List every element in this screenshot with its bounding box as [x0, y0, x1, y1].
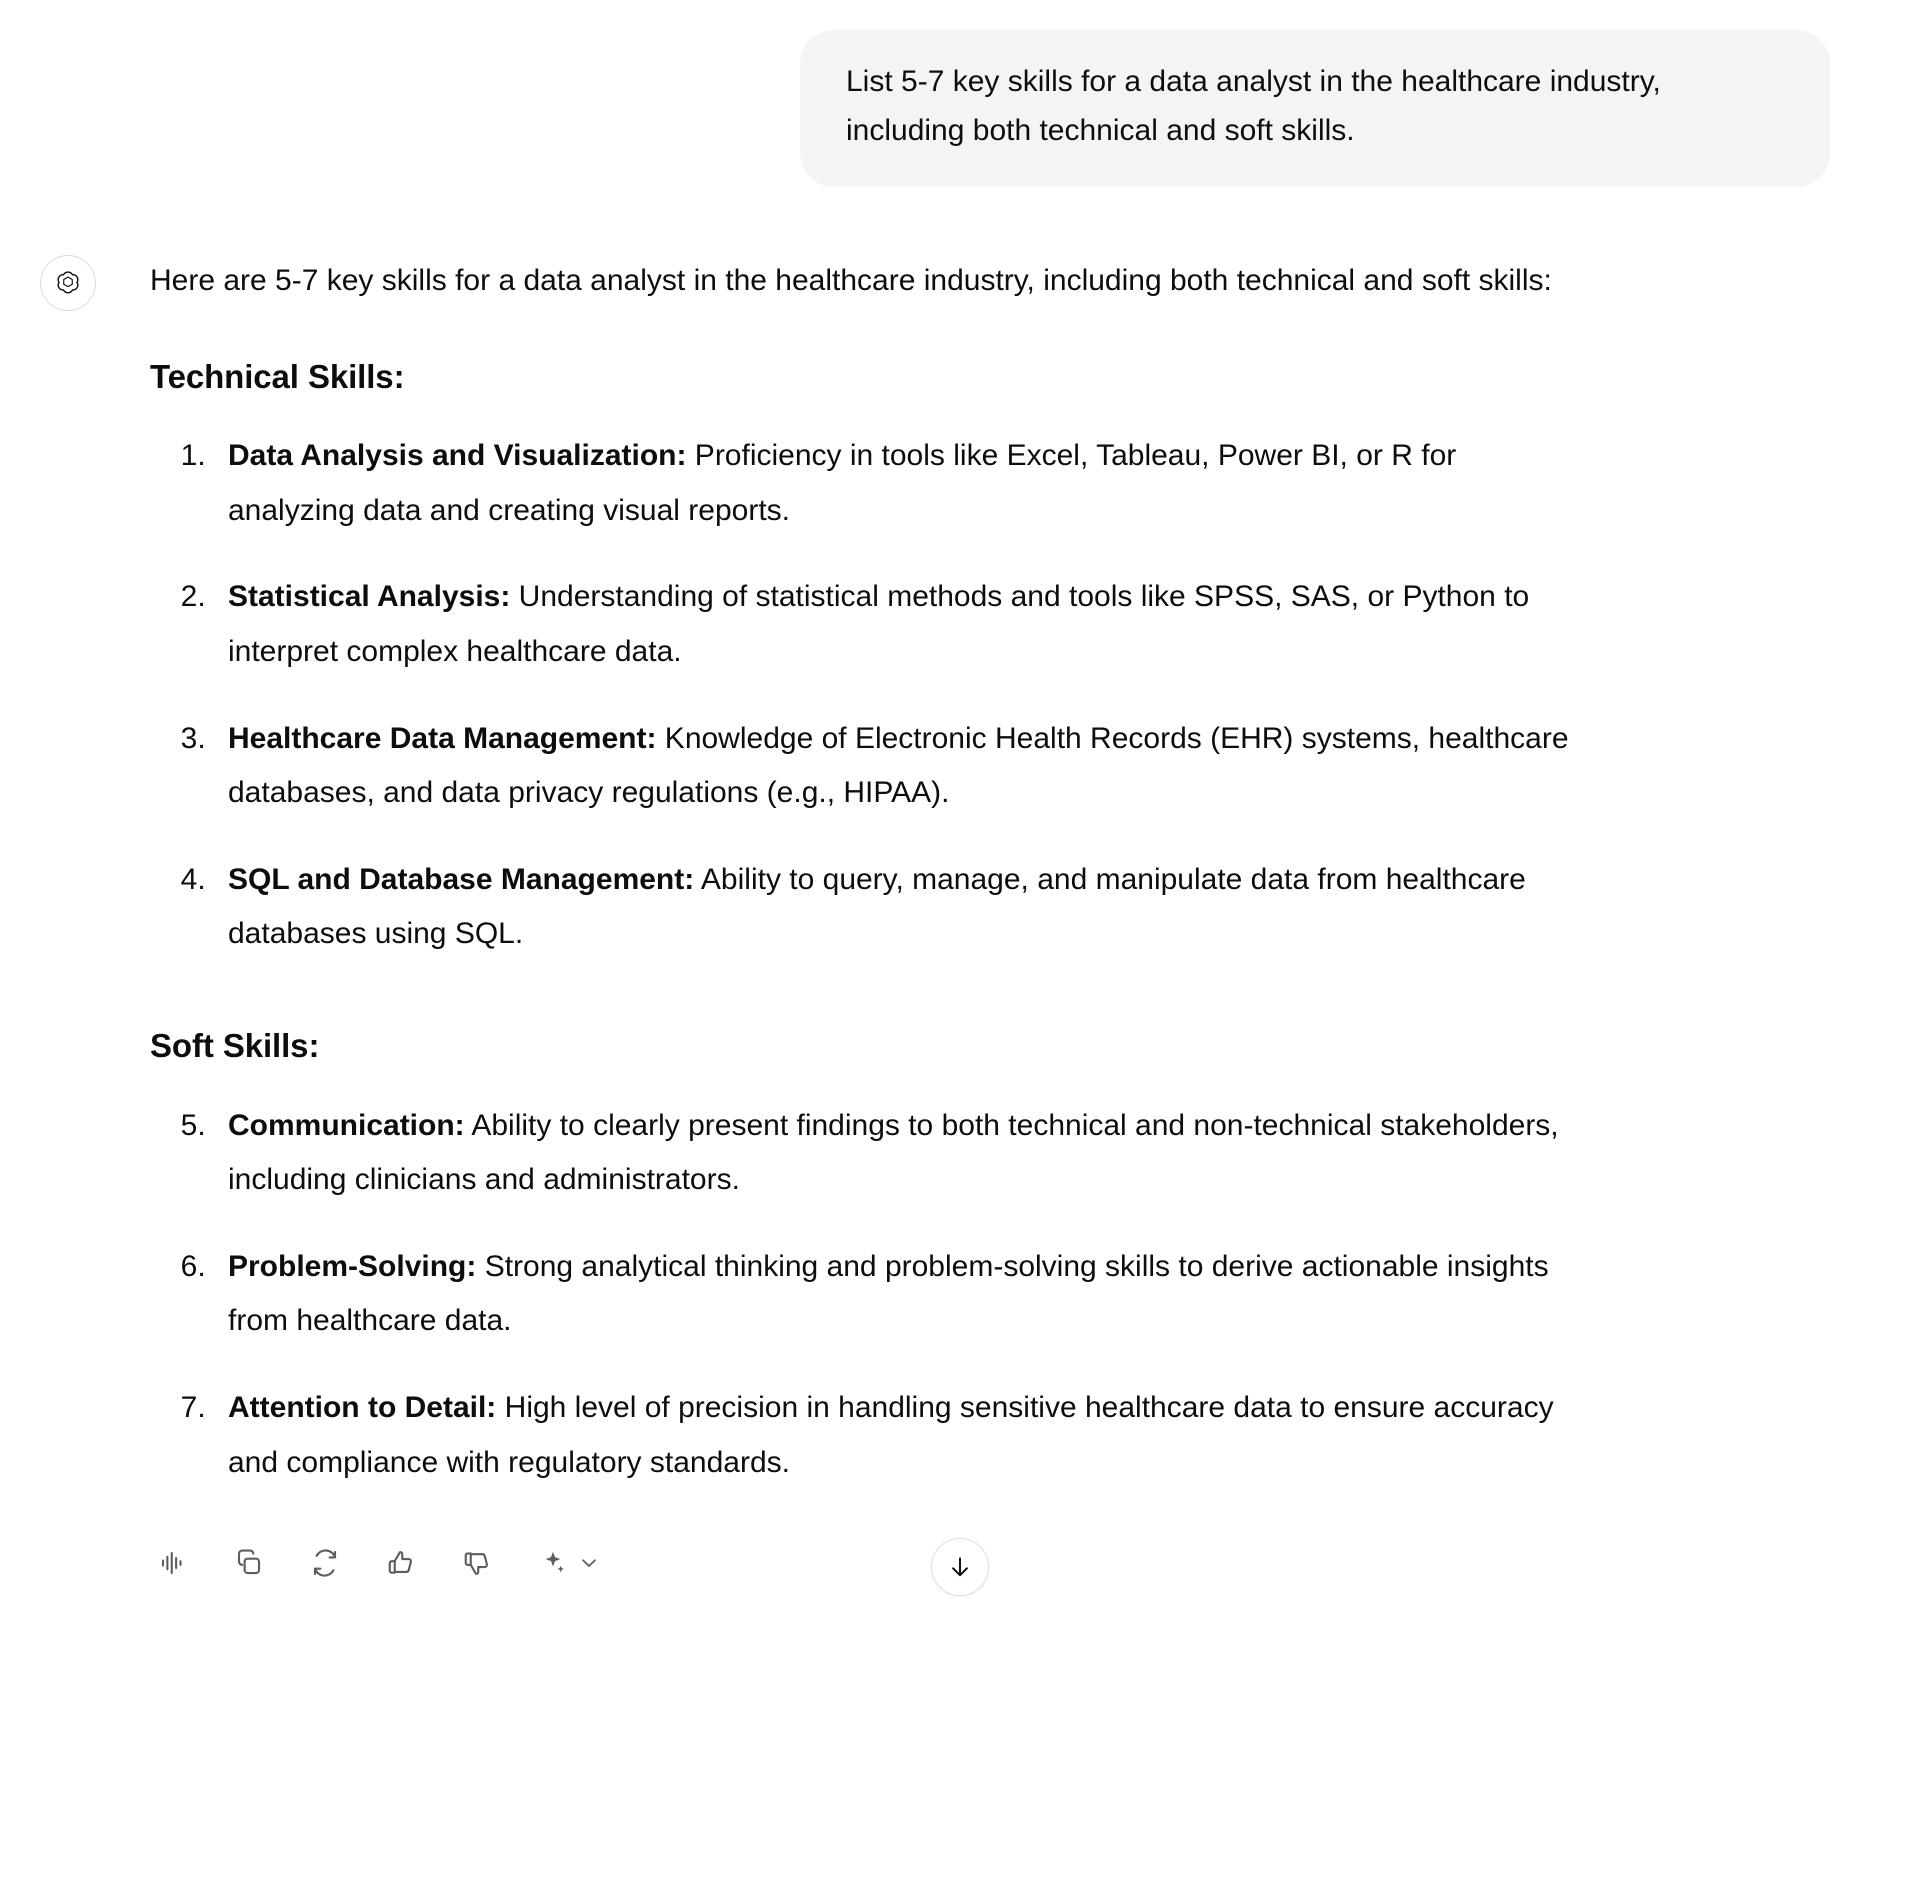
sparkle-icon[interactable] — [532, 1542, 574, 1584]
assistant-intro-paragraph: Here are 5-7 key skills for a data analyst in the healthcare industry, including both technical and soft skills: — [150, 264, 1552, 298]
list-item — [214, 429, 1570, 538]
list-item — [214, 1099, 1570, 1208]
scroll-to-bottom-button[interactable] — [931, 1538, 989, 1596]
list-item — [214, 712, 1570, 821]
skill-name: Data Analysis and Visualization: — [228, 439, 687, 473]
list-item — [214, 1240, 1570, 1349]
list-item — [214, 853, 1570, 962]
skill-name: Statistical Analysis: — [228, 580, 511, 614]
list-item — [214, 1381, 1570, 1490]
skill-name: Healthcare Data Management: — [228, 721, 657, 755]
soft-skills-heading: Soft Skills: — [150, 1026, 320, 1064]
read-aloud-icon[interactable] — [152, 1542, 194, 1584]
list-item — [214, 570, 1570, 679]
skill-description: Knowledge of Electronic Health Records (EHR) systems, healthcare databases, and data privacy regulations (e.g., HIPAA). — [228, 721, 1569, 810]
assistant-message-row — [0, 253, 1920, 1584]
user-message-bubble: List 5-7 key skills for a data analyst in the healthcare industry, including both technical and soft skills. — [800, 30, 1830, 187]
thumbs-down-icon[interactable] — [456, 1542, 498, 1584]
skill-description: Ability to query, manage, and manipulate data from healthcare databases using SQL. — [228, 862, 1526, 951]
skill-description: Understanding of statistical methods and tools like SPSS, SAS, or Python to interpret complex healthcare data. — [228, 580, 1530, 669]
openai-logo-avatar — [40, 255, 96, 311]
soft-skills-list — [150, 1099, 1570, 1491]
assistant-message-body — [150, 253, 1570, 1584]
skill-description: Proficiency in tools like Excel, Tableau, Power BI, or R for analyzing data and creating visual reports. — [228, 439, 1457, 527]
skill-name: Communication: — [228, 1108, 465, 1142]
copy-icon[interactable] — [228, 1542, 270, 1584]
skill-description: Ability to clearly present findings to both technical and non-technical stakeholders, including clinicians and administrators. — [228, 1108, 1559, 1197]
skill-description: Strong analytical thinking and problem-solving skills to derive actionable insights from healthcare data. — [228, 1249, 1549, 1338]
technical-skills-heading: Technical Skills: — [150, 357, 405, 395]
bottom-spacer — [0, 1596, 1920, 1656]
skill-description: High level of precision in handling sensitive healthcare data to ensure accuracy and compliance with regulatory standards. — [228, 1390, 1554, 1479]
model-switch-button[interactable] — [532, 1542, 602, 1584]
skill-name: Problem-Solving: — [228, 1249, 477, 1283]
chevron-down-icon[interactable] — [576, 1542, 602, 1584]
skill-name: Attention to Detail: — [228, 1390, 497, 1424]
skill-name: SQL and Database Management: — [228, 862, 695, 896]
thumbs-up-icon[interactable] — [380, 1542, 422, 1584]
technical-skills-list — [150, 429, 1570, 962]
regenerate-icon[interactable] — [304, 1542, 346, 1584]
message-action-toolbar — [150, 1542, 1570, 1584]
user-message-row — [0, 30, 1920, 187]
